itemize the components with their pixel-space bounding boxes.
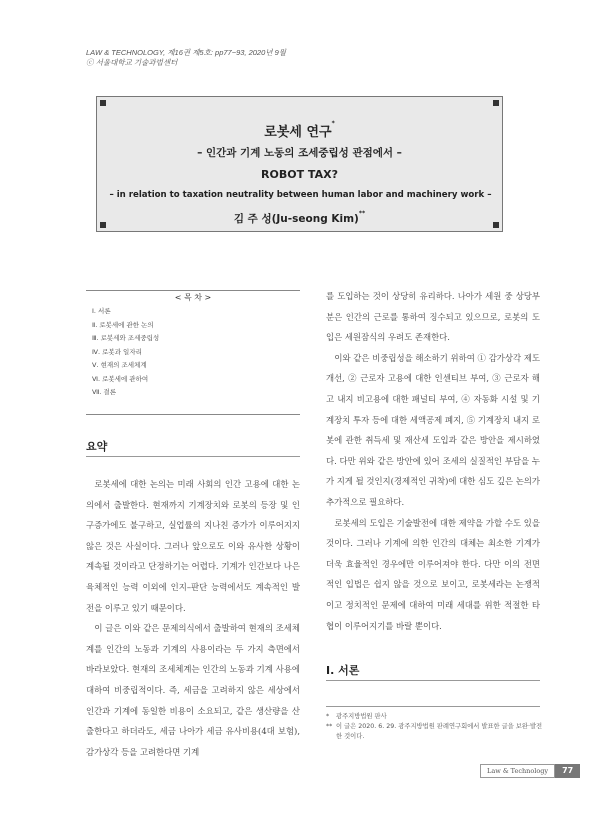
author: 김 주 성(Ju-seong Kim)** (233, 210, 366, 225)
toc-item: Ⅱ. 로봇세에 관한 논의 (92, 320, 154, 329)
abstract-paragraph: 를 도입하는 것이 상당히 유리하다. 나아가 세원 중 상당부분은 인간의 근로를 통하여 징수되고 있으므로, 로봇의 도입은 세원잠식의 우려도 존재한다. (326, 291, 540, 343)
footnote (326, 712, 546, 722)
toc-list (92, 305, 159, 400)
abstract-paragraph: 로봇세의 도입은 기술발전에 대한 제약을 가할 수도 있을 것이다. 그러나 기계에 의한 인간의 대체는 최소한 기계가 더욱 효율적인 경우에만 이루어져야 한다. 다만 이의 전면적인 입법은 쉽지 않을 것으로 보이고, 로봇세라는 논쟁적이고 정치적인 문제에 대하여 미래 세대를 위한 적절한 타협이 이루어지기를 바랄 뿐이다. (326, 517, 540, 631)
footer-journal-label: Law & Technology (480, 764, 555, 778)
title-english: ROBOT TAX? (261, 168, 338, 181)
subtitle-english: – in relation to taxation neutrality between human labor and machinery work – (109, 190, 492, 200)
title-korean: 로봇세 연구* (264, 120, 335, 140)
journal-copyright: ⓒ 서울대학교 기술과법센터 (86, 58, 178, 67)
footnote-text: 이 글은 2020. 6. 29. 광주지방법원 판례연구회에서 발표한 글을 보완·발전한 것이다. (336, 723, 543, 740)
footnote-mark: ** (326, 723, 333, 730)
subtitle-korean: – 인간과 기계 노동의 조세중립성 관점에서 – (197, 147, 402, 159)
footnotes (326, 712, 546, 742)
abstract-divider (86, 456, 300, 457)
page-footer (480, 764, 580, 778)
author-footnote-mark: ** (358, 210, 366, 217)
table-of-contents (86, 290, 300, 415)
abstract-body (86, 474, 300, 762)
toc-item: Ⅳ. 로봇과 일자리 (92, 347, 142, 356)
abstract-paragraph: 로봇세에 대한 논의는 미래 사회의 인간 고용에 대한 논의에서 출발한다. 현재까지 기계장치와 로봇의 등장 및 인구증가에도 불구하고, 실업률의 지나친 증가가 이루어지지 않은 것은 사실이다. 그러나 앞으로도 이와 유사한 상황이 계속될 것이라고 단정하기는 어렵다. 기계가 인간보다 나은 육체적인 능력 이외에 인지–판단 능력에서도 계속적인 발전을 이루고 있기 때문이다. (86, 479, 300, 613)
toc-item: Ⅲ. 로봇세와 조세중립성 (92, 334, 160, 342)
abstract-body-continued (326, 286, 540, 636)
footnote-text: 광주지방법원 판사 (336, 713, 387, 720)
toc-heading: < 목 차 > (86, 285, 300, 304)
toc-item: Ⅵ. 로봇세에 관하여 (92, 374, 149, 383)
footnote (326, 722, 546, 742)
journal-citation: LAW & TECHNOLOGY, 제16권 제5호: pp77~93, 2020년 9월 (86, 48, 287, 57)
toc-item: Ⅶ. 결론 (92, 388, 116, 396)
section-heading-introduction: Ⅰ. 서론 (326, 664, 360, 677)
title-footnote-mark: * (331, 120, 335, 127)
abstract-heading: 요약 (86, 440, 108, 453)
footnote-mark: * (326, 713, 330, 720)
section-divider (326, 680, 540, 681)
abstract-paragraph: 이 글은 이와 같은 문제의식에서 출발하여 현재의 조세체계를 인간의 노동과 기계의 사용이라는 두 가지 측면에서 바라보았다. 현재의 조세체계는 인간의 노동과 기계 사용에 대하여 비중립적이다. 즉, 세금을 고려하지 않은 세상에서 인간과 기계에 동일한 비용이 소요되고, 같은 생산량을 산출한다고 하더라도, 세금 나아가 세금 유사비용(4대 보험), 감가상각 등을 고려한다면 기계 (86, 623, 300, 757)
toc-item: Ⅰ. 서론 (92, 307, 111, 315)
toc-item: Ⅴ. 현재의 조세체계 (92, 361, 147, 369)
page-number: 77 (555, 764, 580, 778)
corner-square-icon (100, 100, 106, 106)
title-box (96, 96, 503, 232)
abstract-paragraph: 이와 같은 비중립성을 해소하기 위하여 ① 감가상각 제도 개선, ② 근로자 고용에 대한 인센티브 부여, ③ 근로자 해고 내지 비고용에 대한 패널티 부여, ④ 자동화 시설 및 기계장치 투자 등에 대한 세액공제 폐지, ⑤ 기계장치 내지 로봇에 관한 취득세 및 재산세 도입과 같은 방안을 제시하였다. 다만 위와 같은 방안에 있어 조세의 실질적인 부담을 누가 지게 될 것인지(경제적인 귀착)에 대한 심도 깊은 논의가 추가적으로 필요하다. (326, 352, 540, 507)
corner-square-icon (493, 100, 499, 106)
footnote-divider (326, 706, 540, 707)
journal-header (86, 48, 286, 68)
